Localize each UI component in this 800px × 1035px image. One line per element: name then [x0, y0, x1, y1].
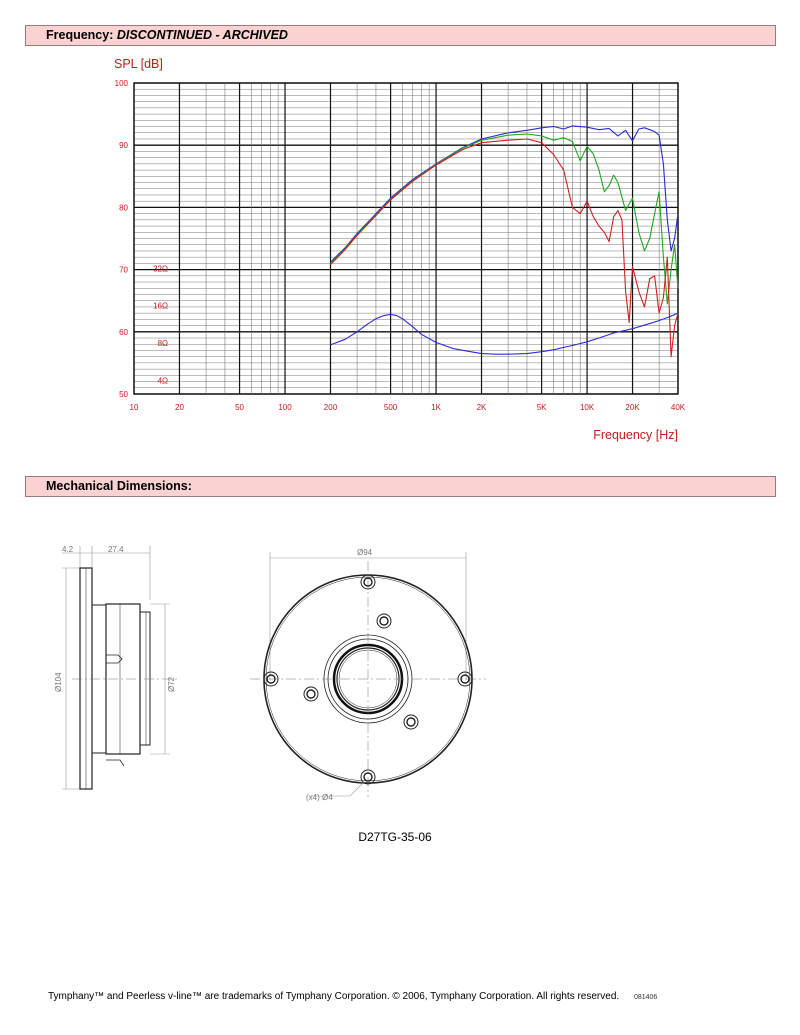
- y-tick-label: 50: [119, 390, 128, 399]
- x-tick-label: 10K: [579, 403, 595, 412]
- y-tick-label: 100: [114, 79, 128, 88]
- impedance-label: 32Ω: [153, 264, 168, 274]
- impedance-label: 8Ω: [157, 338, 168, 348]
- x-tick-labels: [130, 403, 686, 412]
- impedance-label: 16Ω: [153, 301, 168, 311]
- frequency-section-header: [25, 25, 776, 46]
- x-tick-label: 10: [129, 403, 139, 412]
- mechanical-drawing: [40, 535, 540, 805]
- dim-front-diameter: Ø94: [357, 548, 373, 557]
- x-tick-label: 1K: [431, 403, 441, 412]
- footer-trademark-text: Tymphany™ and Peerless v-line™ are trademarks of Tymphany Corporation. © 2006, Tymphany Corporation. All rights reserved.: [48, 991, 620, 1002]
- frequency-response-chart: [100, 50, 700, 445]
- x-tick-label: 5K: [536, 403, 547, 412]
- frequency-section-label: Frequency:: [46, 28, 114, 42]
- mechanical-section-header: [25, 476, 776, 497]
- mechanical-section-label: Mechanical Dimensions:: [46, 479, 192, 493]
- y-tick-label: 70: [119, 265, 128, 275]
- y-tick-label: 60: [119, 327, 128, 337]
- dim-body-diameter: Ø72: [167, 676, 176, 692]
- x-tick-label: 100: [278, 403, 292, 412]
- x-tick-label: 2K: [476, 403, 487, 412]
- x-tick-label: 20K: [625, 403, 640, 412]
- x-tick-label: 200: [323, 403, 338, 412]
- frequency-status: DISCONTINUED - ARCHIVED: [116, 28, 288, 42]
- y-axis-title: SPL [dB]: [114, 57, 163, 71]
- x-tick-label: 20: [175, 403, 184, 412]
- front-view: [250, 552, 486, 797]
- impedance-label: 4Ω: [157, 376, 168, 386]
- model-number: D27TG-35-06: [358, 830, 432, 844]
- side-view: [62, 546, 178, 789]
- y-tick-labels: [115, 79, 129, 399]
- dim-holes: (x4) Ø4: [306, 793, 333, 802]
- y-tick-label: 80: [119, 203, 128, 213]
- dim-outer-diameter: Ø104: [54, 672, 63, 692]
- dim-flange: 4.2: [62, 545, 74, 554]
- x-tick-label: 40K: [670, 403, 686, 412]
- footer: [48, 991, 657, 1002]
- y-tick-label: 90: [119, 141, 128, 151]
- x-axis-title: Frequency [Hz]: [593, 428, 678, 442]
- x-tick-label: 50: [235, 403, 245, 412]
- dim-depth: 27.4: [108, 545, 124, 554]
- x-tick-label: 500: [383, 403, 398, 412]
- footer-doc-code: 081406: [633, 994, 658, 1001]
